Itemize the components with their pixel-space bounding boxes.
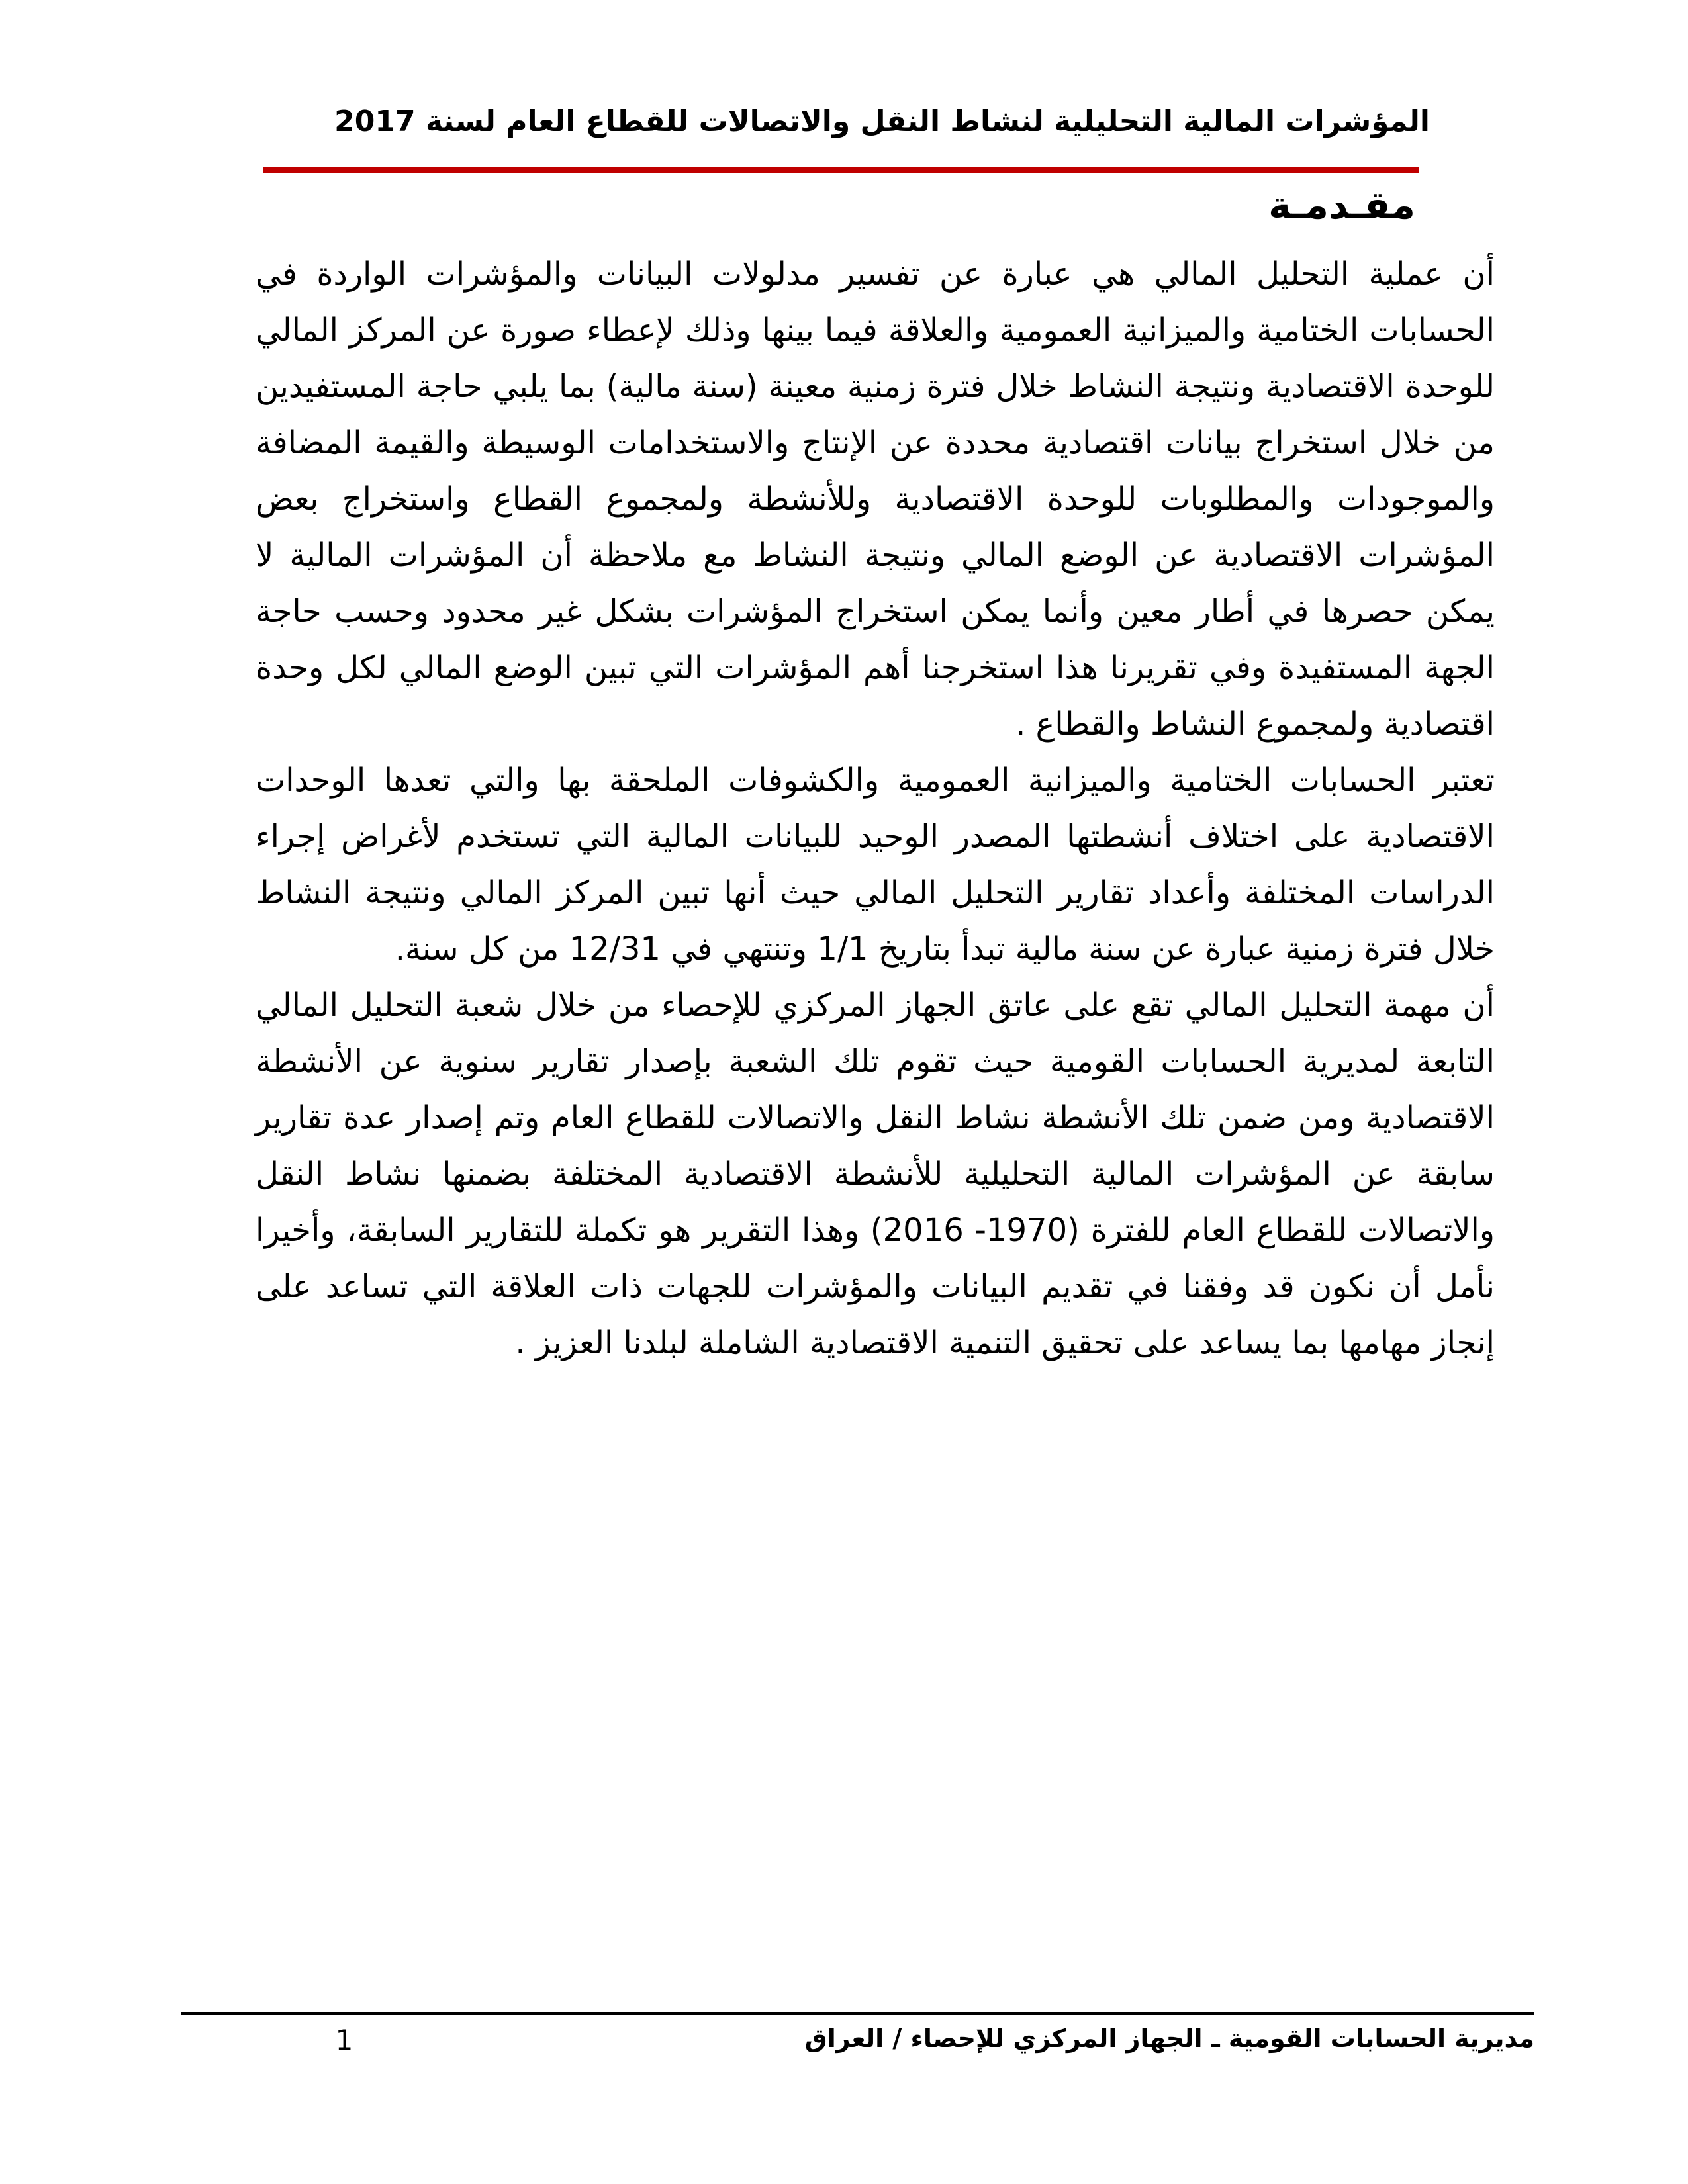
intro-paragraph-3: أن مهمة التحليل المالي تقع على عاتق الجهاز المركزي للإحصاء من خلال شعبة التحليل المالي التابعة لمديرية الحسابات القومية حيث تقوم تلك الشعبة بإصدار تقارير سنوية عن الأنشطة الاقتصادية ومن ضمن تلك الأنشطة نشاط النقل والاتصالات للقطاع العام وتم إصدار عدة تقارير سابقة عن المؤشرات المالية التحليلية للأنشطة الاقتصادية المختلفة بضمنها نشاط النقل والاتصالات للقطاع العام للفترة (1970- 2016) وهذا التقرير هو تكملة للتقارير السابقة، وأخيرا نأمل أن نكون قد وفقنا في تقديم البيانات والمؤشرات للجهات ذات العلاقة التي تساعد على إنجاز مهامها بما يساعد على تحقيق التنمية الاقتصادية الشاملة لبلدنا العزيز .	[256, 987, 1495, 1361]
header-red-rule	[263, 167, 1419, 173]
introduction-heading: مقـدمـة	[1268, 183, 1415, 228]
footer-rule	[181, 2012, 1534, 2015]
page-header-title: المؤشرات المالية التحليلية لنشاط النقل والاتصالات للقطاع العام لسنة 2017	[334, 105, 1430, 138]
page-number: 1	[335, 2024, 353, 2056]
intro-paragraph-2: تعتبر الحسابات الختامية والميزانية العمومية والكشوفات الملحقة بها والتي تعدها الوحدات الاقتصادية على اختلاف أنشطتها المصدر الوحيد للبيانات المالية التي تستخدم لأغراض إجراء الدراسات المختلفة وأعداد تقارير التحليل المالي حيث أنها تبين المركز المالي ونتيجة النشاط خلال فترة زمنية عبارة عن سنة مالية تبدأ بتاريخ 1/1 وتنتهي في 12/31 من كل سنة.	[256, 762, 1495, 968]
intro-paragraph-1: أن عملية التحليل المالي هي عبارة عن تفسير مدلولات البيانات والمؤشرات الواردة في الحسابات الختامية والميزانية العمومية والعلاقة فيما بينها وذلك لإعطاء صورة عن المركز المالي للوحدة الاقتصادية ونتيجة النشاط خلال فترة زمنية معينة (سنة مالية) بما يلبي حاجة المستفيدين من خلال استخراج بيانات اقتصادية محددة عن الإنتاج والاستخدامات الوسيطة والقيمة المضافة والموجودات والمطلوبات للوحدة الاقتصادية وللأنشطة ولمجموع القطاع واستخراج بعض المؤشرات الاقتصادية عن الوضع المالي ونتيجة النشاط مع ملاحظة أن المؤشرات المالية لا يمكن حصرها في أطار معين وأنما يمكن استخراج المؤشرات بشكل غير محدود وحسب حاجة الجهة المستفيدة وفي تقريرنا هذا استخرجنا أهم المؤشرات التي تبين الوضع المالي لكل وحدة اقتصادية ولمجموع النشاط والقطاع .	[256, 255, 1495, 743]
footer-organization-text: مديرية الحسابات القومية ـ الجهاز المركزي للإحصاء / العراق	[804, 2024, 1534, 2053]
introduction-body	[256, 246, 1495, 1371]
